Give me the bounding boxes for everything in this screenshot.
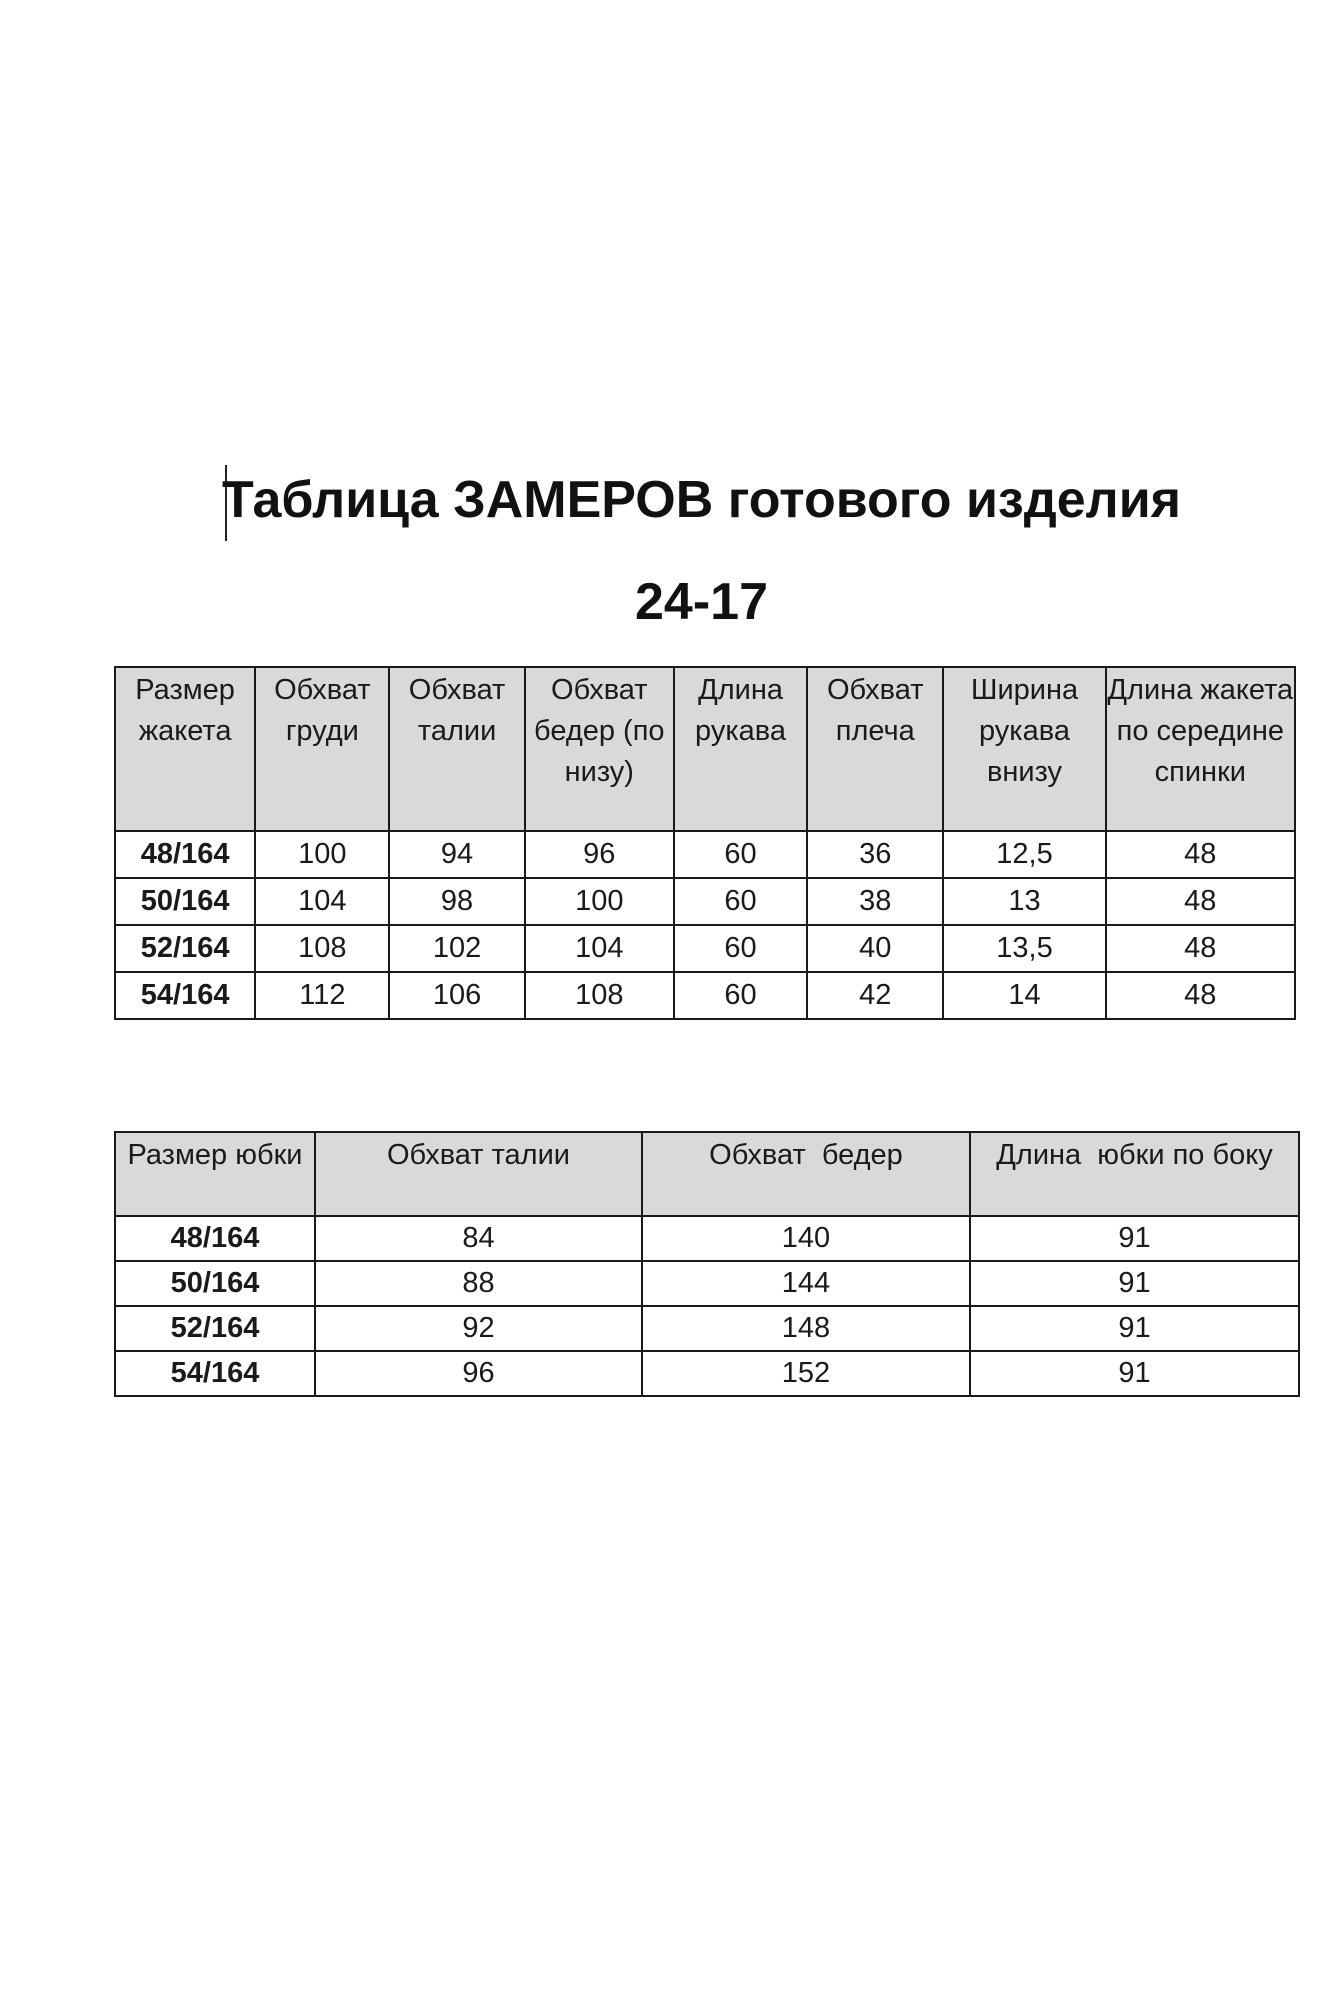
table-cell: 48 [1106, 831, 1295, 878]
size-cell: 52/164 [115, 1306, 315, 1351]
table-row [115, 972, 1295, 1019]
table-cell: 96 [315, 1351, 642, 1396]
skirt-measurements-table [114, 1131, 1300, 1397]
table-cell: 60 [674, 831, 807, 878]
header-cell: Длина юбки по боку [970, 1132, 1299, 1216]
header-cell: Обхват талии [315, 1132, 642, 1216]
table-cell: 84 [315, 1216, 642, 1261]
size-cell: 52/164 [115, 925, 255, 972]
table-cell: 102 [389, 925, 524, 972]
size-cell: 48/164 [115, 831, 255, 878]
table-cell: 40 [807, 925, 943, 972]
header-cell: Обхват груди [255, 667, 389, 831]
table-cell: 48 [1106, 878, 1295, 925]
header-cell: Обхват плеча [807, 667, 943, 831]
document-title: Таблица ЗАМЕРОВ готового изделия [221, 471, 1182, 529]
table-cell: 91 [970, 1216, 1299, 1261]
table-row [115, 925, 1295, 972]
table-cell: 100 [255, 831, 389, 878]
table-cell: 91 [970, 1306, 1299, 1351]
header-cell: Обхват бедер (по низу) [525, 667, 674, 831]
header-cell: Размер юбки [115, 1132, 315, 1216]
table-cell: 152 [642, 1351, 970, 1396]
table-cell: 104 [255, 878, 389, 925]
header-cell: Длина рукава [674, 667, 807, 831]
table-cell: 92 [315, 1306, 642, 1351]
table-cell: 48 [1106, 972, 1295, 1019]
table-cell: 14 [943, 972, 1105, 1019]
table-cell: 106 [389, 972, 524, 1019]
table-cell: 140 [642, 1216, 970, 1261]
header-cell: Обхват талии [389, 667, 524, 831]
header-cell: Размер жакета [115, 667, 255, 831]
table-cell: 13,5 [943, 925, 1105, 972]
table-cell: 108 [525, 972, 674, 1019]
table-cell: 60 [674, 878, 807, 925]
header-cell: Длина жакета по середине спинки [1106, 667, 1295, 831]
table-cell: 148 [642, 1306, 970, 1351]
size-cell: 54/164 [115, 972, 255, 1019]
table-cell: 88 [315, 1261, 642, 1306]
model-code: 24-17 [635, 573, 768, 631]
table-cell: 38 [807, 878, 943, 925]
size-cell: 50/164 [115, 878, 255, 925]
table-row [115, 878, 1295, 925]
table-cell: 91 [970, 1351, 1299, 1396]
table-cell: 100 [525, 878, 674, 925]
table-row [115, 1306, 1299, 1351]
table-cell: 91 [970, 1261, 1299, 1306]
table-cell: 94 [389, 831, 524, 878]
table-cell: 96 [525, 831, 674, 878]
table-cell: 36 [807, 831, 943, 878]
header-cell: Обхват бедер [642, 1132, 970, 1216]
table-cell: 60 [674, 925, 807, 972]
table-cell: 60 [674, 972, 807, 1019]
table-row [115, 1261, 1299, 1306]
table-cell: 98 [389, 878, 524, 925]
table-row [115, 1216, 1299, 1261]
table-row [115, 831, 1295, 878]
table-cell: 144 [642, 1261, 970, 1306]
size-cell: 50/164 [115, 1261, 315, 1306]
table-header-row [115, 667, 1295, 831]
table-row [115, 1351, 1299, 1396]
table-cell: 104 [525, 925, 674, 972]
header-cell: Ширина рукава внизу [943, 667, 1105, 831]
table-cell: 112 [255, 972, 389, 1019]
jacket-measurements-table [114, 666, 1296, 1020]
table-cell: 42 [807, 972, 943, 1019]
table-cell: 108 [255, 925, 389, 972]
table-cell: 13 [943, 878, 1105, 925]
table-cell: 48 [1106, 925, 1295, 972]
table-header-row [115, 1132, 1299, 1216]
size-cell: 54/164 [115, 1351, 315, 1396]
table-cell: 12,5 [943, 831, 1105, 878]
size-cell: 48/164 [115, 1216, 315, 1261]
